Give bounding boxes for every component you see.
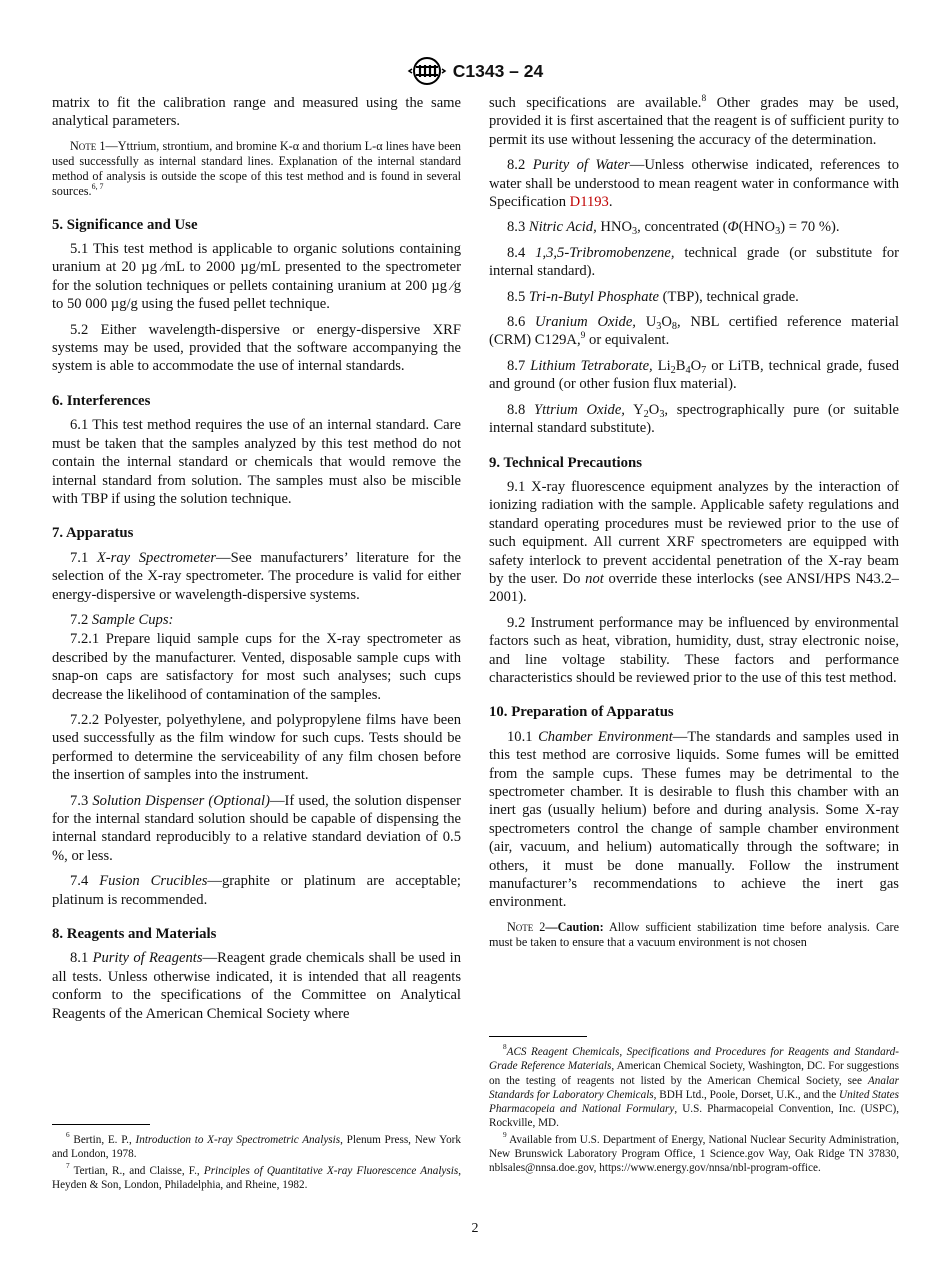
footnotes-right [489, 1045, 899, 1178]
paragraph-7-2-2: 7.2.2 Polyester, polyethylene, and polypropylene films have been used successfully as the film window for such cups. Tests should be performed to determine the serviceability of any film chosen before the insertion of samples into the instrument. [52, 711, 461, 784]
section-heading-8: 8. Reagents and Materials [52, 926, 217, 943]
document-id: C1343 – 24 [452, 60, 544, 81]
paragraph-9-2: 9.2 Instrument performance may be influenced by environmental factors such as heat, vibration, humidity, dust, stray electronic noise, and line voltage stability. These factors and performance characteristics should be reviewed prior to the use of this test method. [489, 614, 899, 686]
paragraph-8-1: 8.1 Purity of Reagents—Reagent grade chemicals shall be used in all tests. Unless otherwise indicated, it is intended that all reagents conform to the specifications of the Committee on Analytical Reagents of the American Chemical Society where [52, 950, 461, 1022]
paragraph-8-6: 8.6 Uranium Oxide, $U_3O_8$, NBL certified reference material (CRM) C129A,$^9$ or equivalent. [489, 314, 899, 349]
footnote-divider [52, 1124, 150, 1125]
footnote-6: $^6$ Bertin, E. P., Introduction to X-ray Spectrometric Analysis, Plenum Press, New York and London, 1978. [52, 1131, 461, 1161]
paragraph-7-3: 7.3 Solution Dispenser (Optional)—If used, the solution dispenser for the internal standard solution should be capable of dispensing the internal standard reproducibly to a relative standard deviation of 0.5 %, or less. [52, 792, 461, 864]
footnote-7: $^7$ Tertian, R., and Claisse, F., Principles of Quantitative X-ray Fluorescence Analysis, Heyden & Son, London, Philadelphia, and Rheine, 1982. [52, 1161, 462, 1191]
specification-link[interactable]: D1193 [569, 194, 609, 211]
footnote-divider [489, 1036, 587, 1037]
paragraph-10-1: 10.1 Chamber Environment—The standards and samples used in this test method are corrosive liquids. Some fumes will be emitted from the sample cups. These fumes may be detrimental to the spectrometer chamber. It is desirable to flush this chamber with an inert gas (usually helium) before and during analysis. Some X-ray spectrometers control the change of sample chamber environment (air, vacuum, and helium) automatically through the software; in others, it must be done manually. Follow the instrument manufacturer’s recommendations to achieve the inert gas environment. [489, 728, 900, 911]
right-column [489, 94, 899, 954]
section-heading-9: 9. Technical Precautions [489, 454, 643, 471]
paragraph-continued: matrix to fit the calibration range and measured using the same analytical parameters. [52, 95, 461, 130]
paragraph-6-1: 6.1 This test method requires the use of an internal standard. Care must be taken that the samples analyzed by this test method do not contain the internal standard or chemicals that would remove the internal standard from solution. The samples must also be miscible with TBP if using the solution technique. [52, 417, 461, 507]
footnote-8: $^8$ACS Reagent Chemicals, Specifications and Procedures for Reagents and Standard-Grade Reference Materials, American Chemical Society, Washington, DC. For suggestions on the testing of reagents not listed by the American Chemical Society, see Analar Standards for Laboratory Chemicals, BDH Ltd., Poole, Dorset, U.K., and the United States Pharmacopeia and National Formulary, U.S. Pharmacopeial Convention, Inc. (USPC), Rockville, MD. [489, 1043, 899, 1130]
paragraph-7-1: 7.1 X-ray Spectrometer—See manufacturers’ literature for the selection of the X-ray spectrometer. The procedure is valid for either energy-dispersive or wavelength-dispersive systems. [52, 549, 461, 603]
astm-logo-icon [407, 56, 447, 86]
section-heading-7: 7. Apparatus [52, 525, 134, 542]
paragraph-5-1: 5.1 This test method is applicable to organic solutions containing uranium at 20 µg ⁄mL to 2000 µg/mL presented to the spectrometer for the solution techniques or pellets containing uranium at 200 µg ⁄g to 50 000 µg/g using the fused pellet technique. [52, 241, 461, 313]
paragraph-7-2-1: 7.2.1 Prepare liquid sample cups for the X-ray spectrometer as described by the manufacturer. Vented, disposable sample cups with snap-on caps are satisfactory for most such analyses; such cups decrease the likelihood of contamination of the samples. [52, 631, 461, 703]
footnote-9: $^9$ Available from U.S. Department of Energy, National Nuclear Security Administration, New Brunswick Laboratory Program Office, 1 Science.gov Way, Oak Ridge TN 37830, nblsales@nnsa.doe.gov, https://www.energy.gov/nnsa/nbl-program-office. [489, 1130, 899, 1175]
paragraph-8-3: 8.3 Nitric Acid, $HNO_3$, concentrated ($\Phi(HNO_3) = 70$ %). [507, 219, 840, 238]
paragraph-8-1-continued: such specifications are available.$^8$ Other grades may be used, provided it is first ascertained that the reagent is of sufficient purity to permit its use without lessening the accuracy of the determination. [489, 94, 899, 148]
section-heading-10: 10. Preparation of Apparatus [489, 704, 674, 721]
section-heading-5: 5. Significance and Use [52, 216, 198, 233]
paragraph-8-4: 8.4 1,3,5-Tribromobenzene, technical grade (or substitute for internal standard). [489, 244, 900, 280]
page-header [0, 56, 950, 91]
paragraph-7-2: 7.2 Sample Cups: [70, 611, 174, 628]
footnote-ref[interactable]: 8 [701, 94, 707, 104]
note-label: Note 1 [70, 138, 106, 153]
paragraph-8-8: 8.8 Yttrium Oxide, $Y_2O_3$, spectrographically pure (or suitable internal standard substitute). [489, 401, 899, 437]
paragraph-8-7: 8.7 Lithium Tetraborate, $Li_2B_4O_7$ or LiTB, technical grade, fused and ground (or other fusion flux material). [489, 357, 899, 393]
note-2: Note 2—Caution: Allow sufficient stabilization time before analysis. Care must be taken to ensure that a vacuum environment is not chosen [489, 919, 899, 950]
section-heading-6: 6. Interferences [52, 392, 151, 409]
footnotes-left [52, 1133, 461, 1194]
page-number: 2 [471, 1221, 479, 1236]
paragraph-7-4: 7.4 Fusion Crucibles—graphite or platinum are acceptable; platinum is recommended. [52, 873, 461, 908]
left-column [52, 94, 461, 1030]
paragraph-9-1: 9.1 X-ray fluorescence equipment analyzes by the interaction of ionizing radiation with the sample. Applicable safety regulations and standard operating procedures must be reviewed prior to the use of such equipment. All current XRF spectrometers are equipped with safety interlock to prevent accidental penetration of the X-ray beam by the user. Do not override these interlocks (see ANSI/HPS N43.2–2001). [489, 478, 899, 606]
paragraph-8-5: 8.5 Tri-n-Butyl Phosphate (TBP), technical grade. [507, 288, 799, 305]
paragraph-5-2: 5.2 Either wavelength-dispersive or energy-dispersive XRF systems may be used, provided that the software accompanying the system is able to accommodate the use of internal standards. [52, 321, 461, 375]
paragraph-8-2: 8.2 Purity of Water—Unless otherwise indicated, references to water shall be understood to mean reagent water in conformance with Specification D1193. [489, 157, 899, 211]
footnote-ref[interactable]: 9 [580, 331, 586, 342]
note-label: Note 2 [507, 919, 546, 934]
note-1: Note 1—Yttrium, strontium, and bromine K-α and thorium L-α lines have been used successfully as internal standard lines. Explanation of the internal standard method of analysis is outside the scope of this test method and is found in several sources.$^{6, 7}$ [52, 138, 461, 199]
footnote-ref[interactable]: 6, 7 [91, 182, 104, 192]
